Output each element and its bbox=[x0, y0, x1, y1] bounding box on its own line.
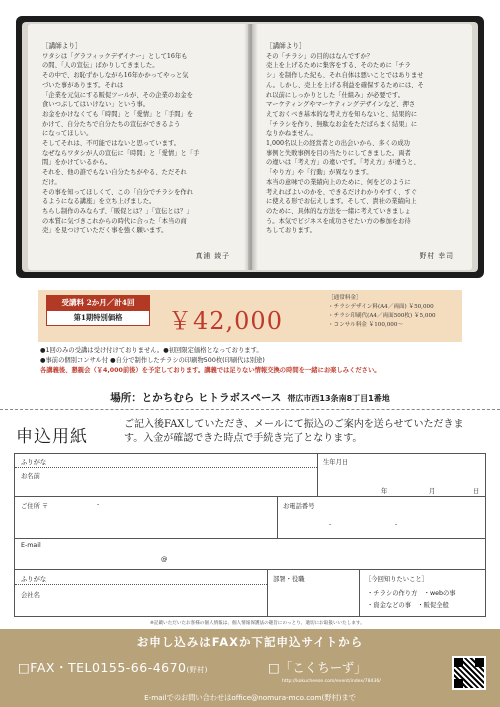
left-line: の本質に気づきこれからの時代に合った「本当の商 bbox=[42, 217, 187, 225]
row-divider bbox=[15, 538, 485, 539]
address-field[interactable] bbox=[65, 500, 271, 534]
left-line: づいた事があります。それは bbox=[42, 81, 124, 89]
right-line: ちしております。 bbox=[266, 227, 316, 235]
regular-fee-list bbox=[328, 294, 458, 330]
left-line: なぜならワタシが人の宣伝に「時間」と「愛情」と「手 bbox=[42, 149, 200, 157]
venue-name: 場所：とかちむら ヒトラボスペース bbox=[110, 392, 282, 404]
cut-line bbox=[0, 409, 500, 410]
fax-tel-contact: (野村) bbox=[186, 666, 208, 674]
regular-fee-item: ・チラシデザイン料(A4／両面) ￥50,000 bbox=[328, 304, 434, 310]
left-line: 間」をかけているから。 bbox=[42, 159, 112, 167]
right-line: 売上を上げるために集客をする、そのために「チラ bbox=[266, 62, 411, 70]
birthdate-field[interactable] bbox=[323, 468, 483, 494]
price-amount: ￥42,000 bbox=[168, 307, 283, 335]
left-signature: 真浦 綾子 bbox=[195, 252, 230, 260]
right-line: マーケティングやマーケティングデザインなど、押さ bbox=[266, 101, 416, 109]
right-line: なりかねません。 bbox=[266, 130, 317, 138]
right-line: 「チラシを作り、無駄なお金をただばらまく結果」に bbox=[266, 120, 418, 128]
form-intro: ご記入後FAXしていただき、メールにて振込のご案内を送らせていただきます。入金が確認できた時点で手続き完了となります。 bbox=[124, 419, 464, 444]
course-fee-label: 受講料 2か月／計4回 bbox=[46, 295, 150, 310]
right-line: 事例と失敗事例を目の当たりにしてきました。両者 bbox=[266, 149, 411, 157]
right-line: の違いは「考え方」の違いです。「考え方」が違うと、 bbox=[266, 159, 420, 167]
right-line: れ以前にしっかりとした「仕組み」が必要です。 bbox=[266, 91, 405, 99]
qr-code-icon[interactable] bbox=[452, 656, 486, 690]
col-divider bbox=[267, 569, 268, 617]
col-divider bbox=[317, 454, 318, 496]
application-form bbox=[14, 453, 486, 617]
right-line: シ」を制作した紀も、それ自体は悪いことではありませ bbox=[266, 72, 424, 80]
left-line: 「企業を元気にする販促ツールが、その企業のお金を bbox=[42, 91, 193, 99]
name-field[interactable] bbox=[75, 470, 311, 492]
regular-fee-item: ・チラシ印刷代(A4／両面500枚) ￥5,000 bbox=[328, 313, 436, 319]
social-event-note: 各講義後、懇親会（￥4,000前後）を予定しております。講義では足りない情報交換の時間を一緒にお楽しみください。 bbox=[40, 367, 381, 374]
right-line: に使える形でお伝えします。そして、貴社の業績向上 bbox=[266, 198, 417, 206]
right-page-text bbox=[266, 42, 462, 236]
open-book-illustration bbox=[2, 4, 498, 280]
form-title: 申込用紙 bbox=[16, 427, 88, 447]
phone-label: お電話番号 bbox=[283, 503, 315, 510]
right-line: 本当の意味での業績向上のために、何をどのように bbox=[266, 178, 411, 186]
topics-option[interactable]: ・資金などの事 ・販促全般 bbox=[367, 602, 449, 609]
left-line: かけて、自分たちで自分たちの宣伝ができるよう bbox=[42, 120, 181, 128]
row-divider bbox=[15, 496, 485, 497]
department-label: 部署・役職 bbox=[273, 576, 305, 583]
row-divider bbox=[15, 569, 485, 570]
left-line: お金をかけなくても「時間」と「愛情」と「手間」を bbox=[42, 110, 194, 118]
price-box bbox=[38, 290, 462, 342]
email-field[interactable] bbox=[21, 550, 481, 566]
regular-fee-item: ・コンサル料金 ￥100,000～ bbox=[328, 322, 403, 328]
fax-tel bbox=[18, 658, 208, 676]
department-field[interactable] bbox=[273, 584, 355, 612]
left-line: その事を知ってほしくて、この「自分でチラシを作れ bbox=[42, 188, 193, 196]
birthdate-label: 生年月日 bbox=[323, 459, 349, 466]
name-label: お名前 bbox=[21, 473, 40, 480]
course-notes bbox=[40, 346, 480, 376]
address-label: ご住所 〒 bbox=[21, 503, 49, 510]
venue-address: 帯広市西13条南8丁目1番地 bbox=[287, 394, 390, 403]
left-line: 売」を見つけていただく事を強く願います。 bbox=[42, 227, 168, 235]
qr-code-pattern bbox=[454, 658, 484, 688]
company-label: 会社名 bbox=[21, 592, 40, 599]
left-line: ちらし制作のみならず、「販促とは？」「宣伝とは？」 bbox=[42, 207, 193, 215]
left-line: ワタシは「グラフィックデザイナー」として16年も bbox=[42, 52, 188, 60]
right-line: ん。しかし、売上を上げる利益を確保するためには、そ bbox=[266, 81, 424, 89]
birth-day-unit: 日 bbox=[473, 488, 480, 495]
left-line: だけ。 bbox=[42, 178, 61, 186]
left-line: の間、「人の宣伝」ばかりしてきました。 bbox=[42, 62, 159, 70]
right-line: 1,000名以上の経営者との出会いから、多くの成功 bbox=[266, 140, 410, 148]
left-page bbox=[28, 24, 248, 270]
kokucheese-url[interactable]: http://kokucheese.com/event/index/78436/ bbox=[282, 679, 381, 684]
left-line: そしてそれは、不可能ではないと思っています。 bbox=[42, 140, 181, 148]
special-price-label: 第1期特別価格 bbox=[46, 310, 150, 326]
price-tag bbox=[46, 295, 150, 326]
right-line: 考えればよいのかを、できるだけわかりやすく、すぐ bbox=[266, 188, 417, 196]
phone-dash: - bbox=[395, 521, 398, 528]
note-line: ●事前の個別コンサル付 ●自分で制作したチラシの印刷物500枚(印刷代は別途) bbox=[40, 357, 265, 364]
regular-fee-title: ［通常料金］ bbox=[328, 295, 362, 301]
left-line: になってほしい。 bbox=[42, 130, 93, 138]
col-divider bbox=[359, 569, 360, 617]
footer bbox=[0, 629, 500, 707]
birth-year-unit: 年 bbox=[381, 488, 388, 495]
birth-month-unit: 月 bbox=[429, 488, 436, 495]
furigana-label: ふりがな bbox=[21, 576, 47, 583]
fax-tel-number: □FAX・TEL0155-66-4670 bbox=[18, 660, 187, 675]
right-line: えておくべき基本的な考え方を知らないと、結果的に bbox=[266, 110, 418, 118]
right-line: のために、具体的な方法を一緒に考えていきましょ bbox=[266, 207, 411, 215]
footer-heading: お申し込みはFAXか下記申込サイトから bbox=[136, 635, 364, 649]
email-label: E-mail bbox=[21, 542, 41, 549]
privacy-note: ※記載いただいたお客様の個人情報は、個人情報保護法の趣旨にのっとり、適切にお取扱いいたします。 bbox=[150, 621, 365, 626]
postal-dash: - bbox=[97, 501, 100, 508]
phone-field[interactable] bbox=[283, 512, 481, 534]
company-field[interactable] bbox=[55, 587, 261, 613]
right-page-heading: ［講師より］ bbox=[266, 42, 306, 50]
left-line: その中で、お恥ずかしながら16年かかってやっと気 bbox=[42, 72, 189, 80]
right-line: う。本気でビジネスを成功させたい方の参加をお待 bbox=[266, 217, 411, 225]
venue-line bbox=[0, 390, 500, 405]
email-at: @ bbox=[161, 556, 168, 563]
phone-dash: - bbox=[329, 521, 332, 528]
left-line: 食いつぶしてはいけない」という事。 bbox=[42, 101, 150, 109]
right-signature: 野村 幸司 bbox=[419, 252, 454, 260]
left-page-text bbox=[42, 42, 238, 236]
left-page-heading: ［講師より］ bbox=[42, 42, 82, 50]
right-page bbox=[252, 24, 472, 270]
furigana-label: ふりがな bbox=[21, 459, 47, 466]
furigana-divider bbox=[15, 467, 317, 468]
left-line: るようになる講座」を立ち上げました。 bbox=[42, 198, 156, 206]
topics-option[interactable]: ・チラシの作り方 ・webの事 bbox=[367, 590, 456, 597]
kokucheese-site[interactable]: □「こくちーず」 bbox=[268, 660, 367, 675]
note-line: ●1回のみの受講は受け付けておりません。●初回限定価格となっております。 bbox=[40, 347, 263, 354]
left-line: それを、他の誰でもない自分たちがやる、ただそれ bbox=[42, 169, 187, 177]
book-gutter-shadow bbox=[244, 24, 258, 270]
col-divider bbox=[277, 496, 278, 538]
email-contact[interactable]: E-mailでのお問い合わせはoffice@nomura-mco.com(野村)まで bbox=[144, 693, 356, 702]
furigana-divider bbox=[15, 584, 267, 585]
topics-label: ［今回知りたいこと］ bbox=[365, 576, 428, 583]
right-line: その「チラシ」の目的はなんですか？ bbox=[266, 52, 374, 60]
right-line: 「やり方」や「行動」が異なります。 bbox=[266, 169, 373, 177]
